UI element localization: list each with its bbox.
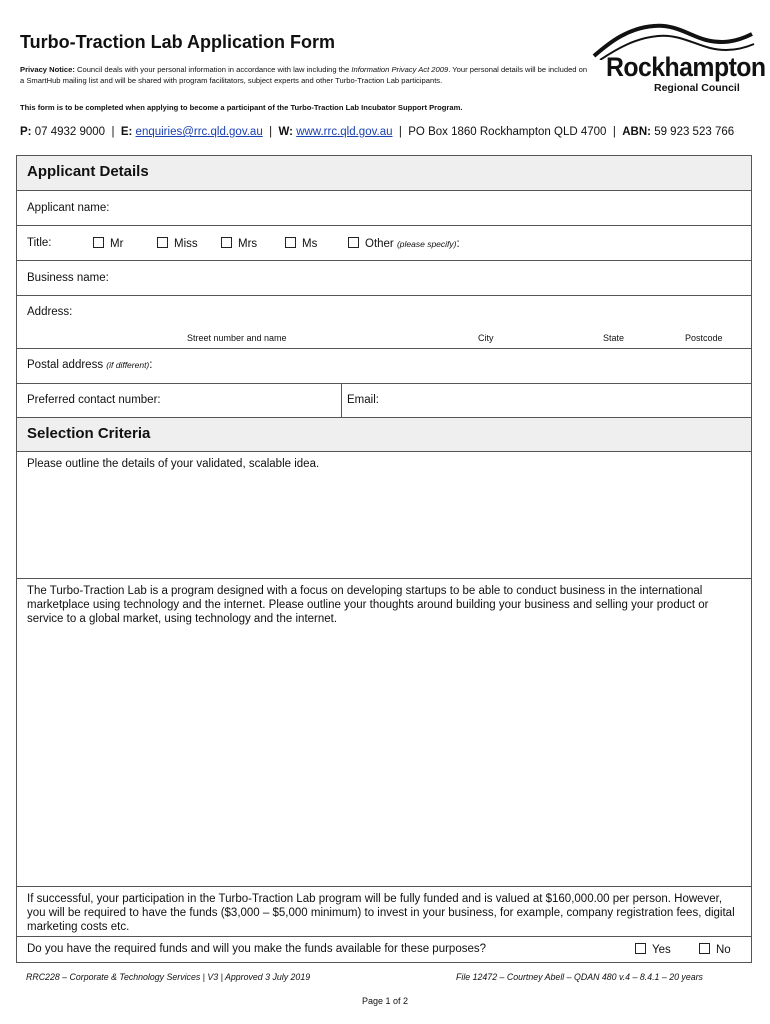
- title-row: [17, 226, 751, 261]
- checkbox[interactable]: [635, 943, 646, 954]
- postal-address-label: [27, 359, 152, 371]
- phone-number: 07 4932 9000: [34, 126, 106, 138]
- address-city-caption: City: [478, 333, 494, 343]
- funds-option-no[interactable]: [699, 943, 731, 956]
- council-logo: [590, 20, 766, 98]
- address-postcode-caption: Postcode: [685, 333, 723, 343]
- privacy-notice: [20, 64, 588, 86]
- checkbox[interactable]: [93, 237, 104, 248]
- other-note: (please specify): [396, 239, 457, 249]
- option-label: Mrs: [238, 238, 258, 250]
- address-street-caption: Street number and name: [187, 333, 287, 343]
- title-option-other[interactable]: [348, 237, 460, 250]
- option-label: Yes: [652, 944, 671, 956]
- email-label: E:: [120, 126, 133, 138]
- section-heading: Applicant Details: [27, 163, 149, 180]
- checkbox[interactable]: [285, 237, 296, 248]
- funds-option-yes[interactable]: [635, 943, 671, 956]
- web-link[interactable]: www.rrc.qld.gov.au: [296, 126, 393, 138]
- idea-question: Please outline the details of your validated, scalable idea.: [27, 458, 320, 470]
- postal-label-text: Postal address: [27, 359, 104, 371]
- footer-left: RRC228 – Corporate & Technology Services | V3 | Approved 3 July 2019: [26, 972, 311, 982]
- colon: :: [149, 359, 153, 371]
- address-label: Address:: [27, 306, 73, 318]
- option-label: No: [716, 944, 731, 956]
- option-label: Other: [365, 238, 394, 250]
- logo-wordmark: Rockhampton: [606, 52, 766, 82]
- business-name-label: Business name:: [27, 272, 109, 284]
- privacy-act: Information Privacy Act 2009: [351, 65, 449, 74]
- section-applicant-details: [17, 156, 751, 191]
- address-state-caption: State: [603, 333, 625, 343]
- form-title: Turbo-Traction Lab Application Form: [20, 32, 335, 52]
- footer-right: File 12472 – Courtney Abell – QDAN 480 v.4 – 8.4.1 – 20 years: [456, 972, 703, 982]
- option-label: Miss: [174, 238, 198, 250]
- checkbox[interactable]: [221, 237, 232, 248]
- privacy-label: Privacy Notice:: [20, 65, 75, 74]
- title-label: Title:: [27, 237, 52, 249]
- funding-info: [17, 887, 751, 937]
- separator: |: [111, 126, 115, 138]
- email-field-label: Email:: [347, 394, 379, 406]
- applicant-name-field[interactable]: [17, 191, 751, 226]
- phone-label: P:: [20, 126, 32, 138]
- section-selection-criteria: [17, 418, 751, 452]
- checkbox[interactable]: [699, 943, 710, 954]
- checkbox[interactable]: [157, 237, 168, 248]
- application-form: [16, 155, 752, 963]
- global-market-answer-field[interactable]: [17, 579, 751, 887]
- separator: |: [269, 126, 273, 138]
- divider: [341, 384, 342, 417]
- separator: |: [612, 126, 616, 138]
- postal-note: (if different): [106, 360, 150, 370]
- title-option-mr[interactable]: [93, 237, 123, 250]
- title-option-mrs[interactable]: [221, 237, 257, 250]
- title-option-miss[interactable]: [157, 237, 198, 250]
- section-heading: Selection Criteria: [27, 425, 151, 442]
- title-option-ms[interactable]: [285, 237, 317, 250]
- abn-label: ABN:: [622, 126, 651, 138]
- checkbox[interactable]: [348, 237, 359, 248]
- address-field[interactable]: [17, 296, 751, 349]
- contact-line: [20, 126, 734, 138]
- po-box: PO Box 1860 Rockhampton QLD 4700: [408, 126, 607, 138]
- option-label: Ms: [302, 238, 318, 250]
- page-number: Page 1 of 2: [361, 996, 409, 1006]
- applicant-name-label: Applicant name:: [27, 202, 110, 214]
- form-note: This form is to be completed when applying to become a participant of the Turbo-Traction Lab Incubator Support Program.: [20, 103, 463, 112]
- colon: :: [456, 238, 460, 250]
- privacy-text-2: . Your personal details will be included on a SmartHub mailing list and will be shared with program facilitators, subject experts and other Turbo-Traction Lab participants.: [20, 65, 588, 85]
- funding-text: If successful, your participation in the Turbo-Traction Lab program will be fully funded and is valued at $160,000.00 per person. However, you will be required to have the funds ($3,000 – $5,000 minimum) to invest in your business, for example, company registration fees, digital marketing costs etc.: [27, 893, 735, 933]
- privacy-text-1: Council deals with your personal information in accordance with law including the: [77, 65, 350, 74]
- email-link[interactable]: enquiries@rrc.qld.gov.au: [135, 126, 263, 138]
- postal-address-field[interactable]: [17, 349, 751, 384]
- abn-number: 59 923 523 766: [654, 126, 735, 138]
- funds-question-row: [17, 937, 751, 964]
- logo-subtitle: Regional Council: [654, 82, 740, 94]
- separator: |: [398, 126, 402, 138]
- funds-question: Do you have the required funds and will you make the funds available for these purposes?: [27, 943, 487, 955]
- contact-row: [17, 384, 751, 418]
- web-label: W:: [278, 126, 293, 138]
- global-market-question: The Turbo-Traction Lab is a program designed with a focus on developing startups to be able to conduct business in the international marketplace using technology and the internet. Please outline your thoughts around building your business and selling your product or service to a global market, using technology and the internet.: [27, 585, 709, 625]
- business-name-field[interactable]: [17, 261, 751, 296]
- idea-answer-field[interactable]: [17, 452, 751, 579]
- option-label: Mr: [110, 238, 124, 250]
- preferred-contact-label: Preferred contact number:: [27, 394, 161, 406]
